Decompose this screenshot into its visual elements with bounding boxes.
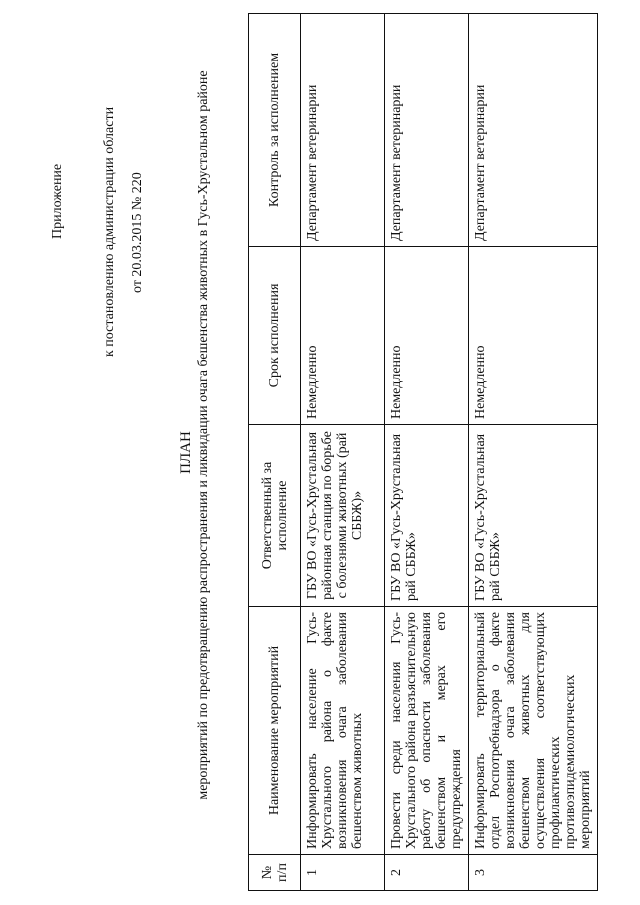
column-header-deadline: Срок исполнения [249, 247, 301, 425]
row-control: Департамент ветеринарии [385, 14, 469, 247]
resolution-reference: к постановлению администрации области [102, 106, 117, 357]
table-row [301, 14, 385, 891]
row-responsible: ГБУ ВО «Гусь-Хрустальная рай СББЖ» [469, 425, 598, 607]
row-deadline: Немедленно [469, 247, 598, 425]
table-header-row [249, 14, 301, 891]
plan-table [248, 13, 598, 891]
row-measure-name: Информировать население Гусь-Хрустального района о факте возникновения очага заболевания бешенством животных [301, 607, 385, 855]
column-header-control: Контроль за исполнением [249, 14, 301, 247]
row-number: 1 [301, 855, 385, 891]
plan-subtitle: мероприятий по предотвращению распространения и ликвидации очага бешенства животных в Гусь-Хрустальном районе [196, 70, 211, 800]
row-deadline: Немедленно [385, 247, 469, 425]
table-row [469, 14, 598, 891]
row-number: 2 [385, 855, 469, 891]
column-header-responsible: Ответственный за исполнение [249, 425, 301, 607]
row-responsible: ГБУ ВО «Гусь-Хрустальная рай СББЖ» [385, 425, 469, 607]
plan-title: ПЛАН [178, 431, 194, 474]
row-responsible: ГБУ ВО «Гусь-Хрустальная районная станция по борьбе с болезнями животных (рай СББЖ)» [301, 425, 385, 607]
column-header-name: Наименование мероприятий [249, 607, 301, 855]
row-deadline: Немедленно [301, 247, 385, 425]
row-control: Департамент ветеринарии [469, 14, 598, 247]
row-control: Департамент ветеринарии [301, 14, 385, 247]
resolution-date-number: от 20.03.2015 № 220 [130, 172, 145, 293]
row-number: 3 [469, 855, 598, 891]
column-header-number: № п/п [249, 855, 301, 891]
row-measure-name: Информировать территориальный отдел Роспотребнадзора о факте возникновения очага заболевания бешенством животных для осуществления соответствующих профилактических противоэпидемиологических мероприятий [469, 607, 598, 855]
appendix-label: Приложение [50, 163, 65, 239]
row-measure-name: Провести среди населения Гусь-Хрустального района разъяснительную работу об опасности заболевания бешенством и мерах его предупреждения [385, 607, 469, 855]
table-row [385, 14, 469, 891]
